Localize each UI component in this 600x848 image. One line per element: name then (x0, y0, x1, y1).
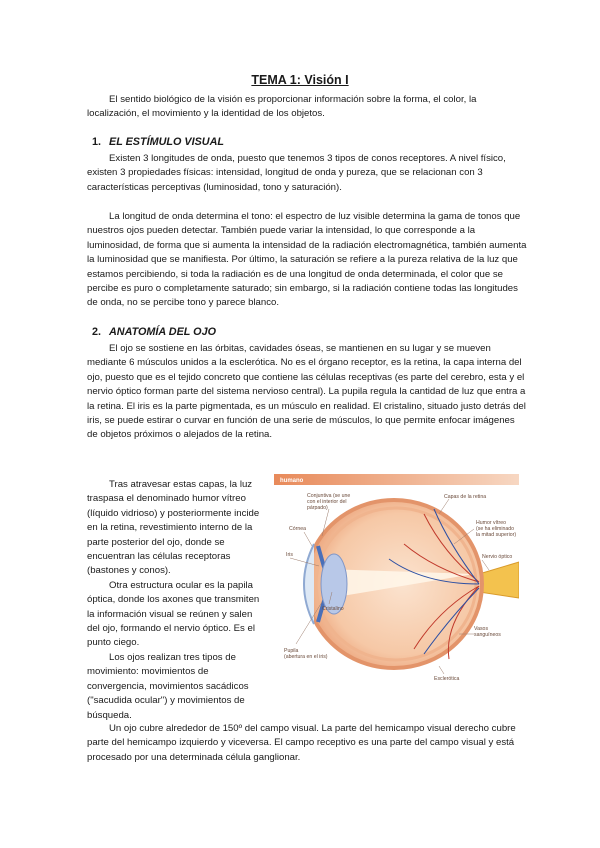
section-1-paragraph-2 (87, 210, 527, 311)
lens-shape (321, 554, 347, 614)
label-humor-1: Humor vítreo (476, 520, 506, 526)
section-1-paragraph-2-text: La longitud de onda determina el tono: el espectro de luz visible determina la gama de tonos que nuestros ojos pueden detectar. También puede variar la intensidad, lo que corresponde a la luminosidad, de forma que si aumenta la intensidad de la radiación electromagnética, también aumenta la luminosidad que se manifiesta. Por último, la saturación se refiere a la pureza relativa de la luz que estamos percibiendo, si toda la radiación es de una longitud de onda determinada, el color que se percibe es puro o completamente saturado; sin embargo, si la radiación contiene todas las longitudes de onda, no se percibe tono y parece blanco. (87, 211, 527, 309)
intro-text: El sentido biológico de la visión es proporcionar información sobre la forma, el color, la localización, el movimiento y la identidad de los objetos. (87, 94, 477, 120)
label-esclerotica: Esclerótica (434, 676, 460, 682)
column-paragraph-2 (87, 579, 262, 651)
label-humor-3: la mitad superior) (476, 532, 517, 538)
column-paragraph-1-text: Tras atravesar estas capas, la luz traspasa el denominado humor vítreo (líquido vidrioso) y posteriormente incide en la retina, revestimiento interno de la parte posterior del ojo, donde se encuentran las células receptoras (bastones y conos). (87, 479, 260, 577)
label-pupila-1: Pupila (284, 648, 299, 654)
label-cornea: Córnea (289, 526, 307, 532)
label-conjuntiva-3: párpado) (307, 505, 328, 511)
label-vasos-1: Vasos (474, 626, 489, 632)
eye-diagram (274, 474, 519, 682)
label-capas-retina: Capas de la retina (444, 494, 487, 500)
label-cristalino: Cristalino (322, 606, 344, 612)
section-2-title: ANATOMÍA DEL OJO (109, 326, 216, 338)
column-paragraph-1 (87, 478, 262, 579)
label-humor-2: (se ha eliminado (476, 526, 515, 532)
section-2-heading (92, 326, 216, 338)
eye-anatomy-figure (274, 474, 519, 682)
figure-header-bar (274, 474, 519, 485)
left-column-text (87, 478, 262, 723)
column-paragraph-3-text: Los ojos realizan tres tipos de movimiento: movimientos de convergencia, movimientos sacádicos ("sacudida ocular") y movimientos de búsqueda. (87, 651, 249, 721)
label-nervio-optico: Nervio óptico (482, 554, 513, 560)
section-1-heading (92, 136, 224, 148)
column-paragraph-2-text: Otra estructura ocular es la papila óptica, donde los axones que transmiten la información visual se reúnen y salen del ojo, formando el nervio óptico. Es el punto ciego. (87, 579, 260, 649)
figure-header-text: humano (280, 478, 304, 484)
section-2-number: 2. (92, 326, 102, 338)
section-2-paragraph-1 (87, 342, 527, 443)
column-paragraph-3 (87, 651, 262, 723)
section-1-number: 1. (92, 136, 102, 148)
section-2-paragraph-1-text: El ojo se sostiene en las órbitas, cavidades óseas, se mantienen en su lugar y se mueven mediante 6 músculos unidos a la esclerótica. No es el órgano receptor, es la retina, la capa interna del ojo, puesto que es el tejido concreto que contiene las células receptivas (es parte del cerebro, esta y el nervio óptico forman parte del sistema nervioso central). La pupila regula la cantidad de luz que entra a la retina. El iris es la parte pigmentada, es un músculo en realidad. El cristalino, situado justo detrás del iris, se puede estirar o curvar en función de una serie de músculos, lo que permite enfocar imágenes de objetos próximos o alejados de la retina. (87, 343, 526, 441)
section-2-final-paragraph-text: Un ojo cubre alrededor de 150º del campo visual. La parte del hemicampo visual derecho cubre parte del hemicampo izquierdo y viceversa. El campo receptivo es una parte del campo visual y está procesado por una determinada célula ganglionar. (87, 723, 516, 763)
cornea-shape (304, 544, 314, 624)
page-title: TEMA 1: Visión I (251, 73, 349, 87)
intro-paragraph (87, 93, 527, 122)
label-iris: Iris (286, 552, 293, 558)
label-conjuntiva-2: con el interior del (307, 499, 347, 505)
section-2-final-paragraph (87, 722, 527, 765)
section-1-paragraph-1-text: Existen 3 longitudes de onda, puesto que tenemos 3 tipos de conos receptores. A nivel físico, existen 3 propiedades físicas: intensidad, longitud de onda y pureza, que se relacionan con 3 características perceptivas (luminosidad, tono y saturación). (87, 153, 506, 193)
label-vasos-2: sanguíneos (474, 632, 501, 638)
section-1-title: EL ESTÍMULO VISUAL (109, 136, 224, 148)
section-1-paragraph-1 (87, 152, 527, 195)
label-pupila-2: (abertura en el iris) (284, 654, 328, 660)
label-conjuntiva-1: Conjuntiva (se une (307, 493, 351, 499)
optic-nerve-shape (479, 562, 519, 598)
